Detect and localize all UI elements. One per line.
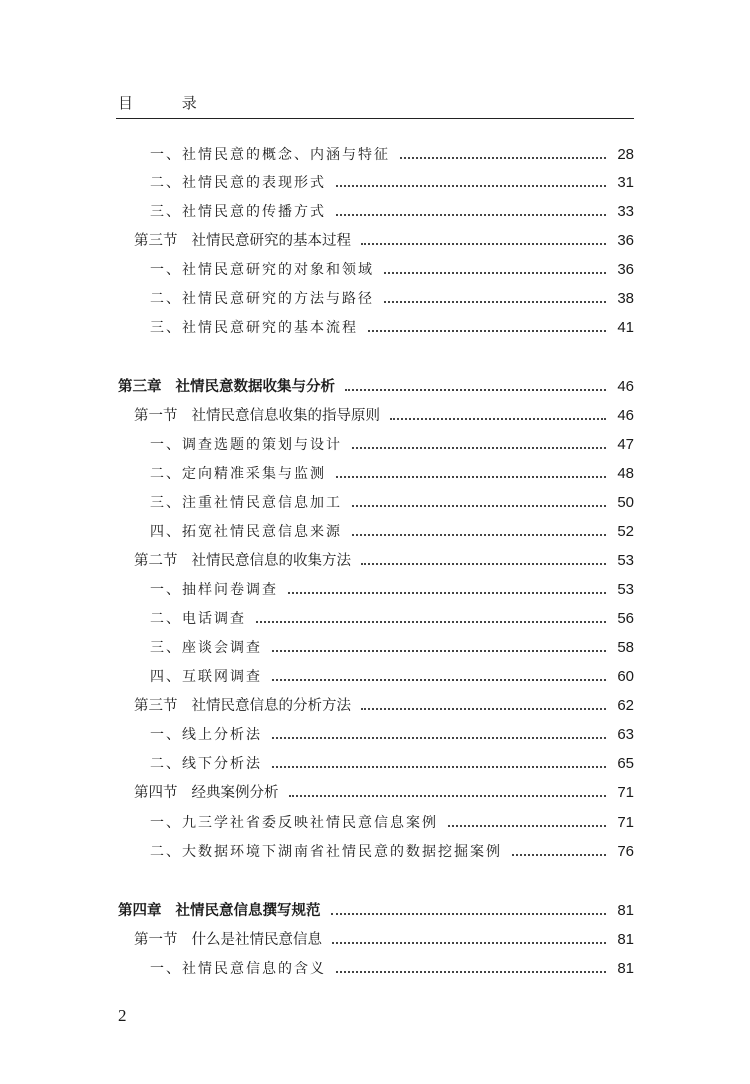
toc-entry-page: 56 bbox=[617, 610, 634, 627]
toc-entry-page: 58 bbox=[617, 639, 634, 656]
toc-entry-title: 社情民意信息收集的指导原则 bbox=[191, 408, 380, 424]
toc-entry-page: 50 bbox=[617, 494, 634, 511]
toc-entry-title: 社情民意研究的基本过程 bbox=[191, 233, 351, 249]
page-number: 2 bbox=[118, 1006, 127, 1025]
toc-entry-page: 46 bbox=[617, 378, 634, 395]
toc-entry-sub[interactable] bbox=[150, 490, 634, 516]
dot-leader bbox=[272, 650, 606, 652]
toc-entry-title: 社情民意研究的对象和领域 bbox=[182, 262, 374, 278]
toc-entry-number: 三、 bbox=[150, 495, 182, 511]
toc-entry-page: 38 bbox=[617, 290, 634, 307]
toc-entry-number: 二、 bbox=[150, 844, 182, 860]
toc-entry-number: 第四节 bbox=[134, 785, 178, 801]
toc-entry-title: 社情民意信息的收集方法 bbox=[191, 553, 351, 569]
toc-entry-title: 社情民意研究的方法与路径 bbox=[182, 291, 374, 307]
toc-entry-page: 53 bbox=[617, 552, 634, 569]
toc-entry-sub[interactable] bbox=[150, 461, 634, 487]
toc-entry-number: 三、 bbox=[150, 320, 182, 336]
toc-entry-number: 一、 bbox=[150, 727, 182, 743]
toc-entry-page: 36 bbox=[617, 232, 634, 249]
toc-entry-sub[interactable] bbox=[150, 432, 634, 458]
dot-leader bbox=[336, 185, 606, 187]
dot-leader bbox=[384, 272, 606, 274]
toc-entry-title: 社情民意的概念、内涵与特征 bbox=[182, 147, 390, 163]
toc-entry-number: 三、 bbox=[150, 640, 182, 656]
toc-entry-number: 第三章 bbox=[118, 379, 162, 395]
toc-entry-page: 81 bbox=[617, 902, 634, 919]
toc-entry-page: 47 bbox=[617, 436, 634, 453]
dot-leader bbox=[272, 737, 606, 739]
toc-entry-number: 第一节 bbox=[134, 408, 178, 424]
toc-entry-page: 60 bbox=[617, 668, 634, 685]
toc-entry-number: 第一节 bbox=[134, 932, 178, 948]
toc-entry-sub[interactable] bbox=[150, 839, 634, 865]
toc-entry-title: 座谈会调查 bbox=[182, 640, 262, 656]
toc-entry-title: 社情民意的传播方式 bbox=[182, 204, 326, 220]
toc-entry-title: 社情民意数据收集与分析 bbox=[175, 379, 335, 395]
toc-entry-number: 二、 bbox=[150, 175, 182, 191]
dot-leader bbox=[352, 505, 606, 507]
toc-entry-sub[interactable] bbox=[150, 722, 634, 748]
toc-entry-number: 一、 bbox=[150, 582, 182, 598]
toc-entry-number: 一、 bbox=[150, 262, 182, 278]
toc-entry-chapter[interactable] bbox=[118, 374, 634, 400]
toc-entry-page: 63 bbox=[617, 726, 634, 743]
toc-entry-page: 36 bbox=[617, 261, 634, 278]
toc-entry-sub[interactable] bbox=[150, 257, 634, 283]
toc-entry-title: 社情民意研究的基本流程 bbox=[182, 320, 358, 336]
toc-entry-title: 经典案例分析 bbox=[191, 785, 279, 801]
toc-entry-title: 线上分析法 bbox=[182, 727, 262, 743]
toc-entry-sub[interactable] bbox=[150, 606, 634, 632]
toc-entry-number: 一、 bbox=[150, 961, 182, 977]
toc-entry-sub[interactable] bbox=[150, 199, 634, 225]
toc-entry-number: 一、 bbox=[150, 815, 182, 831]
dot-leader bbox=[400, 157, 606, 159]
dot-leader bbox=[331, 913, 607, 915]
toc-entry-number: 二、 bbox=[150, 611, 182, 627]
dot-leader bbox=[288, 592, 606, 594]
toc-entry-title: 注重社情民意信息加工 bbox=[182, 495, 342, 511]
dot-leader bbox=[345, 389, 606, 391]
toc-entry-chapter[interactable] bbox=[118, 898, 634, 924]
toc-entry-page: 48 bbox=[617, 465, 634, 482]
dot-leader bbox=[368, 330, 606, 332]
toc-entry-title: 社情民意信息的含义 bbox=[182, 961, 326, 977]
toc-entry-section[interactable] bbox=[134, 927, 634, 953]
toc-entry-page: 53 bbox=[617, 581, 634, 598]
toc-entry-sub[interactable] bbox=[150, 956, 634, 982]
toc-entry-page: 71 bbox=[617, 784, 634, 801]
toc-entry-number: 二、 bbox=[150, 291, 182, 307]
toc-entry-title: 电话调查 bbox=[182, 611, 246, 627]
toc-entry-section[interactable] bbox=[134, 228, 634, 254]
toc-entry-title: 线下分析法 bbox=[182, 756, 262, 772]
toc-entry-page: 81 bbox=[617, 960, 634, 977]
toc-entry-number: 一、 bbox=[150, 437, 182, 453]
toc-entry-page: 65 bbox=[617, 755, 634, 772]
dot-leader bbox=[384, 301, 606, 303]
dot-leader bbox=[361, 243, 606, 245]
toc-entry-number: 第三节 bbox=[134, 698, 178, 714]
toc-entry-page: 46 bbox=[617, 407, 634, 424]
toc-entry-sub[interactable] bbox=[150, 577, 634, 603]
toc-entry-number: 四、 bbox=[150, 669, 182, 685]
toc-entry-sub[interactable] bbox=[150, 664, 634, 690]
toc-entry-page: 41 bbox=[617, 319, 634, 336]
toc-entry-number: 二、 bbox=[150, 756, 182, 772]
toc-entry-title: 大数据环境下湖南省社情民意的数据挖掘案例 bbox=[182, 844, 502, 860]
dot-leader bbox=[336, 971, 606, 973]
dot-leader bbox=[390, 418, 606, 420]
toc-entry-sub[interactable] bbox=[150, 170, 634, 196]
toc-entry-page: 28 bbox=[617, 146, 634, 163]
toc-entry-page: 81 bbox=[617, 931, 634, 948]
toc-entry-title: 抽样问卷调查 bbox=[182, 582, 278, 598]
toc-entry-title: 九三学社省委反映社情民意信息案例 bbox=[182, 815, 438, 831]
dot-leader bbox=[256, 621, 606, 623]
dot-leader bbox=[448, 825, 606, 827]
toc-entry-number: 第二节 bbox=[134, 553, 178, 569]
toc-entry-title: 社情民意信息的分析方法 bbox=[191, 698, 351, 714]
toc-entry-page: 76 bbox=[617, 843, 634, 860]
toc-entry-sub[interactable] bbox=[150, 286, 634, 312]
toc-entry-title: 调查选题的策划与设计 bbox=[182, 437, 342, 453]
toc-entry-number: 第三节 bbox=[134, 233, 178, 249]
dot-leader bbox=[361, 563, 606, 565]
toc-entry-page: 52 bbox=[617, 523, 634, 540]
toc-entry-number: 四、 bbox=[150, 524, 182, 540]
toc-entry-number: 二、 bbox=[150, 466, 182, 482]
toc-entry-number: 第四章 bbox=[118, 903, 162, 919]
toc-entry-sub[interactable] bbox=[150, 142, 634, 168]
dot-leader bbox=[272, 766, 606, 768]
toc-entry-title: 定向精准采集与监测 bbox=[182, 466, 326, 482]
toc-entry-page: 33 bbox=[617, 203, 634, 220]
toc-entry-title: 互联网调查 bbox=[182, 669, 262, 685]
toc-entry-section[interactable] bbox=[134, 548, 634, 574]
toc-entry-sub[interactable] bbox=[150, 519, 634, 545]
header-title: 目 录 bbox=[118, 94, 219, 112]
toc-entry-sub[interactable] bbox=[150, 315, 634, 341]
toc-entry-section[interactable] bbox=[134, 403, 634, 429]
dot-leader bbox=[336, 476, 606, 478]
toc-entry-sub[interactable] bbox=[150, 751, 634, 777]
dot-leader bbox=[352, 447, 606, 449]
dot-leader bbox=[336, 214, 606, 216]
toc-entry-title: 社情民意信息撰写规范 bbox=[175, 903, 321, 919]
dot-leader bbox=[512, 854, 606, 856]
toc-entry-page: 62 bbox=[617, 697, 634, 714]
toc-entry-page: 71 bbox=[617, 814, 634, 831]
dot-leader bbox=[332, 942, 606, 944]
toc-entry-number: 一、 bbox=[150, 147, 182, 163]
toc-entry-title: 社情民意的表现形式 bbox=[182, 175, 326, 191]
toc-entry-page: 31 bbox=[617, 174, 634, 191]
toc-entry-sub[interactable] bbox=[150, 635, 634, 661]
dot-leader bbox=[289, 795, 607, 797]
toc-entry-section[interactable] bbox=[134, 780, 634, 806]
dot-leader bbox=[361, 708, 606, 710]
dot-leader bbox=[352, 534, 606, 536]
toc-entry-sub[interactable] bbox=[150, 810, 634, 836]
toc-entry-title: 拓宽社情民意信息来源 bbox=[182, 524, 342, 540]
toc-entry-section[interactable] bbox=[134, 693, 634, 719]
toc-entry-number: 三、 bbox=[150, 204, 182, 220]
toc-entry-title: 什么是社情民意信息 bbox=[191, 932, 322, 948]
dot-leader bbox=[272, 679, 606, 681]
